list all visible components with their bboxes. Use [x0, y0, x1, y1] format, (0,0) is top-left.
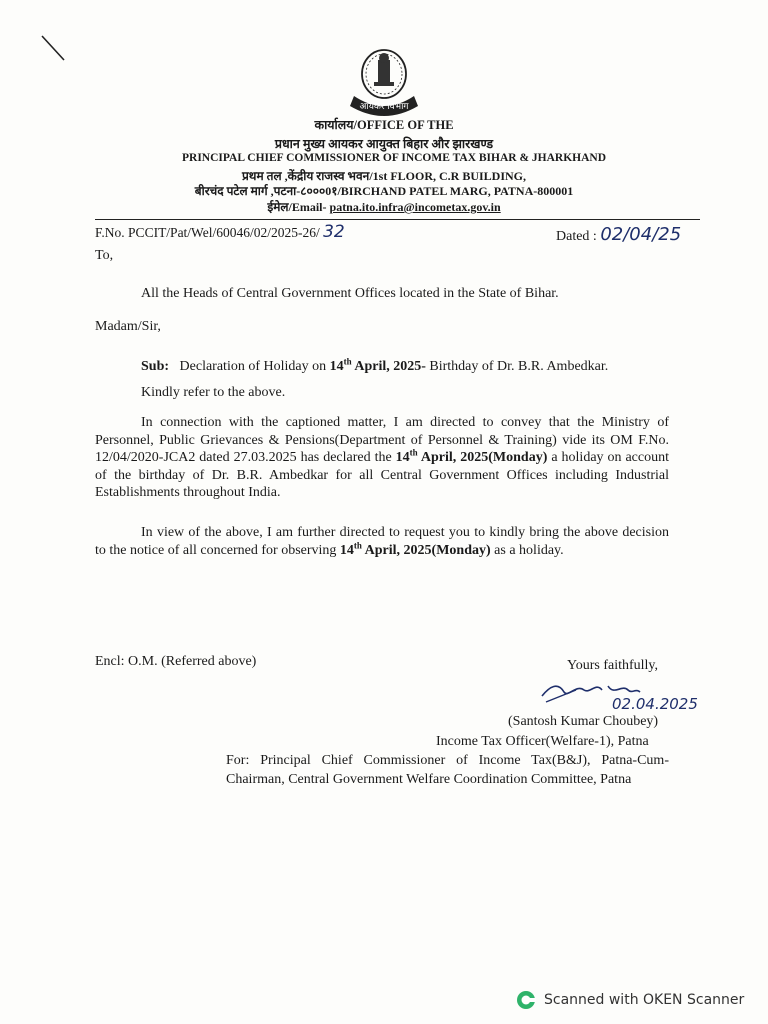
to-line: To, — [95, 248, 114, 263]
floor-address-line: प्रथम तल ,केंद्रीय राजस्व भवन/1st FLOOR, C.R BUILDING, — [241, 169, 526, 183]
english-office-title: PRINCIPAL CHIEF COMMISSIONER OF INCOME TAX BIHAR & JHARKHAND — [181, 152, 607, 164]
scanner-label: Scanned with OKEN Scanner — [544, 992, 745, 1008]
for-line: For: Principal Chief Commissioner of Income Tax(B&J), Patna-Cum-Chairman, Central Government Welfare Coordination Committee, Patna — [226, 753, 669, 787]
email-label: ईमेल/Email- — [267, 200, 327, 214]
hindi-office-title: प्रधान मुख्य आयकर आयुक्त बिहार और झारखण्ड — [274, 137, 494, 151]
signature-date: 02.04.2025 — [612, 695, 698, 712]
dated-field — [556, 224, 681, 245]
paragraph-2: In view of the above, I am further directed to request you to kindly bring the above decision to the notice of all concerned for observing 14th April, 2025(Monday) as a holiday. — [95, 525, 669, 558]
signatory-designation: Income Tax Officer(Welfare-1), Patna — [436, 734, 649, 749]
dated-label: Dated : — [556, 229, 597, 244]
subject-label: Sub: — [141, 359, 170, 374]
file-number — [95, 222, 345, 242]
handwritten-signature — [536, 672, 716, 712]
file-number-handwritten: 32 — [323, 222, 345, 242]
subject-date: 14th April, 2025- — [329, 356, 426, 374]
scanner-watermark — [516, 990, 744, 1010]
subject-pre: Declaration of Holiday on — [179, 359, 330, 374]
scanner-logo-icon — [516, 990, 536, 1010]
salutation: Madam/Sir, — [95, 319, 161, 334]
signatory-name: (Santosh Kumar Choubey) — [508, 714, 659, 729]
pen-stroke-mark — [38, 34, 68, 64]
subject-line — [141, 358, 608, 375]
street-address-line: बीरचंद पटेल मार्ग ,पटना-८०००0१/BIRCHAND PATEL MARG, PATNA-800001 — [194, 184, 574, 198]
addressee: All the Heads of Central Government Offices located in the State of Bihar. — [141, 286, 559, 301]
emblem-banner-text: आयकर विभाग — [359, 102, 409, 112]
subject-post: Birthday of Dr. B.R. Ambedkar. — [425, 359, 609, 374]
file-number-text: F.No. PCCIT/Pat/Wel/60046/02/2025-26/ — [95, 225, 320, 240]
enclosure-note: Encl: O.M. (Referred above) — [95, 654, 257, 669]
header-divider — [95, 219, 700, 220]
paragraph-1: In connection with the captioned matter, I am directed to convey that the Ministry of Personnel, Public Grievances & Pensions(Department of Personnel & Training) vide its OM F.No. 12/04/2020-JCA2 dated 27.03.2025 has declared the 14th April, 2025(Monday) a holiday on account of the birthday of Dr. B.R. Ambedkar for all Central Government Offices including Industrial Establishments throughout India. — [95, 415, 670, 500]
closing: Yours faithfully, — [567, 658, 659, 673]
kindly-refer: Kindly refer to the above. — [141, 385, 286, 400]
dated-handwritten: 02/04/25 — [600, 224, 682, 245]
office-of-heading: कार्यालय/OFFICE OF THE — [314, 118, 454, 132]
income-tax-emblem-icon — [334, 46, 434, 118]
email-link[interactable]: patna.ito.infra@incometax.gov.in — [329, 200, 501, 214]
email-line — [0, 198, 768, 215]
